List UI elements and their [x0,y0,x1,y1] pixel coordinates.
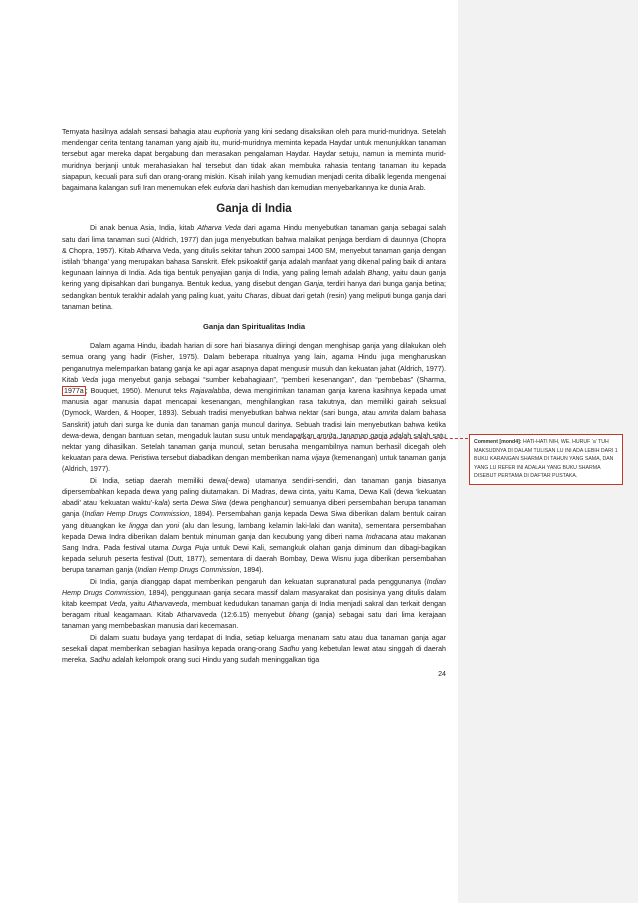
page-content [62,127,446,680]
section-title: Ganja di India [216,203,292,216]
spiritual-paragraph-4: Di dalam suatu budaya yang terdapat di India, setiap keluarga menanam satu atau dua tanaman ganja agar sesekali dapat memberikan sebagian hasilnya kepada orang-orang Sadhu yang kebetulan lewat atau singgah di daerah mereka. Sadhu adalah kelompok orang suci Hindu yang sudah meninggalkan tiga [62,633,446,664]
spiritual-paragraph-3: Di India, ganja dianggap dapat memberikan pengaruh dan kekuatan supranatural pada penggunanya (Indian Hemp Drugs Commission, 1894), penggunaan ganja secara massif dalam masyarakat dan posisinya yang ditulis dalam kitab keempat Veda, yaitu Atharvaveda, membuat kedudukan tanaman ganja di India menjadi sakral dan terkait dengan beragam ritual keagamaan. Kitab Atharvaveda (12:6.15) menyebut bhang (ganja) sebagai satu dari lima kerajaan tanaman yang membebaskan manusia dari kecemasan. [62,577,447,631]
comment-balloon[interactable] [469,434,623,485]
subsection-title: Ganja dan Spiritualitas India [202,322,306,332]
page-number: 24 [438,670,446,679]
comment-label: Comment [mond4]: [474,439,522,445]
spiritual-paragraph-2: Di India, setiap daerah memiliki dewa(-dewa) utamanya sendiri-sendiri, dan tanaman ganja biasanya dipersembahkan kepada dewa yang paling diutamakan. Di Madras, dewa cinta, yaitu Kama, Dewa Kali (dewa ‘kekuatan abadi’ atau ‘kekuatan waktu’-kala) serta Dewa Siwa (dewa penghancur) semuanya diberi persembahan berupa tanaman ganja (Indian Hemp Drugs Commission, 1894). Persembahan ganja kepada Dewa Siwa diberikan dalam bentuk cairan yang dituangkan ke lingga dan yoni (alu dan lesung, lambang kelamin laki-laki dan wanita), sementara persembahan kepada Dewa Indra diberikan dalam bentuk minuman ganja dan kecubung yang diberi nama Indracana atau makanan Sang Indra. Pada festival utama Durga Puja untuk Dewi Kali, semangkuk olahan ganja diminum dan dibagi-bagikan kepada seluruh peserta festival (Dutt, 1877), sementara di daerah Bombay, Dewa Wisnu juga diberikan persembahan berupa tanaman ganja (Indian Hemp Drugs Commission, 1894). [62,476,447,575]
section-paragraph: Di anak benua Asia, India, kitab Atharva Veda dari agama Hindu menyebutkan tanaman ganja sebagai salah satu dari lima tanaman suci (Aldrich, 1977) dan juga menyebutkan bahwa malaikat penjaga berdiam di daunnya (Chopra & Chopra, 1957). Kitab Atharva Veda, yang ditulis sekitar tahun 2000 sampai 1400 SM, menyebut tanaman ganja dengan istilah ‘bhanga’ yang merupakan bahasa Sanskrit. Efek psikoaktif ganja adalah manfaat yang dikenal paling baik di antara kegunaan lainnya di India. Ada tiga bentuk penyajian ganja di India, yang paling lemah adalah Bhang, yaitu daun ganja kering yang dipisahkan dari bunganya. Bentuk kedua, yang disebut dengan Ganja, terdiri hanya dari bunga ganja betina; sedangkan bentuk terakhir adalah yang paling kuat, yaitu Charas, dibuat dari getah (resin) yang meliputi bunga ganja dari tanaman betina. [62,224,446,311]
spiritual-paragraph-1: Dalam agama Hindu, ibadah harian di sore hari biasanya diiringi dengan menghisap ganja yang dilakukan oleh semua orang yang hadir (Fisher, 1975). Dalam beberapa ritualnya yang lain, agama Hindu juga mengharuskan penganutnya melemparkan batang ganja ke api agar asapnya dapat mengusir musuh dan kekuatan jahat (Aldrich, 1977). Kitab Veda juga menyebut ganja sebagai “sumber kebahagiaan”, “pemberi kesenangan”, dan “pembebas” (Sharma, 1977a ; Bouquet, 1950). Menurut teks Rajavalabba, dewa mengirimkan tanaman ganja karena kasihnya kepada umat manusia agar manusia dapat mencapai kesenangan, menghilangkan rasa takutnya, dan memiliki gairah seksual (Dymock, Warden, & Hooper, 1893). Sebuah tradisi menyebutkan bahwa nektar (sari bunga, atau amrita dalam bahasa Sanskrit) jatuh dari surga ke dunia dan tanaman ganja muncul darinya. Sebuah tradisi lain menyebutkan bahwa ketika dewa-dewa, dengan bantuan setan, mengaduk lautan susu untuk mendapatkan amrita, tanaman ganja adalah salah satu nektar yang dihasilkan. Setelah tanaman ganja muncul, setan berusaha mengambilnya namun berhasil dicegah oleh kekuatan para dewa. Peristiwa tersebut diabadikan dengan memberikan nama vijaya (kemenangan) untuk tanaman ganja (Aldrich, 1977). [62,342,447,474]
comment-text: HATI-HATI NIH, WE. HURUF ‘a’ TUH MAKSUDNYA DI DALAM TULISAN LU INI ADA LEBIH DARI 1 BUKU KARANGAN SHARMA DI TAHUN YANG SAMA, DAN YANG LU REFER INI ADALAH YANG BUKU SHARMA DISEBUT PERTAMA DI DAFTAR PUSTAKA. [474,439,618,480]
comment-connector-line [293,438,468,439]
intro-paragraph: Ternyata hasilnya adalah sensasi bahagia atau euphoria yang kini sedang disaksikan oleh para murid-muridnya. Setelah mendengar cerita tentang tanaman yang ajaib itu, murid-muridnya meminta kepada Haydar untuk menunjukkan tanaman tersebut agar mereka dapat bergabung dan merasakan pengalaman Haydar. Haydar setuju, namun ia meminta murid-muridnya berjanji untuk merahasiakan hal tersebut dan tidak akan membuka rahasia tentang tanaman itu kepada siapapun, kecuali para sufi dan orang-orang miskin. Kisah inilah yang kemudian menjadi cerita dibalik legenda mengenai bagaimana kalangan sufi Iran menemukan efek euforia dari hashish dan kemudian menyebarkannya ke dunia Arab. [62,128,446,193]
comment-anchor[interactable]: 1977a [64,387,84,396]
